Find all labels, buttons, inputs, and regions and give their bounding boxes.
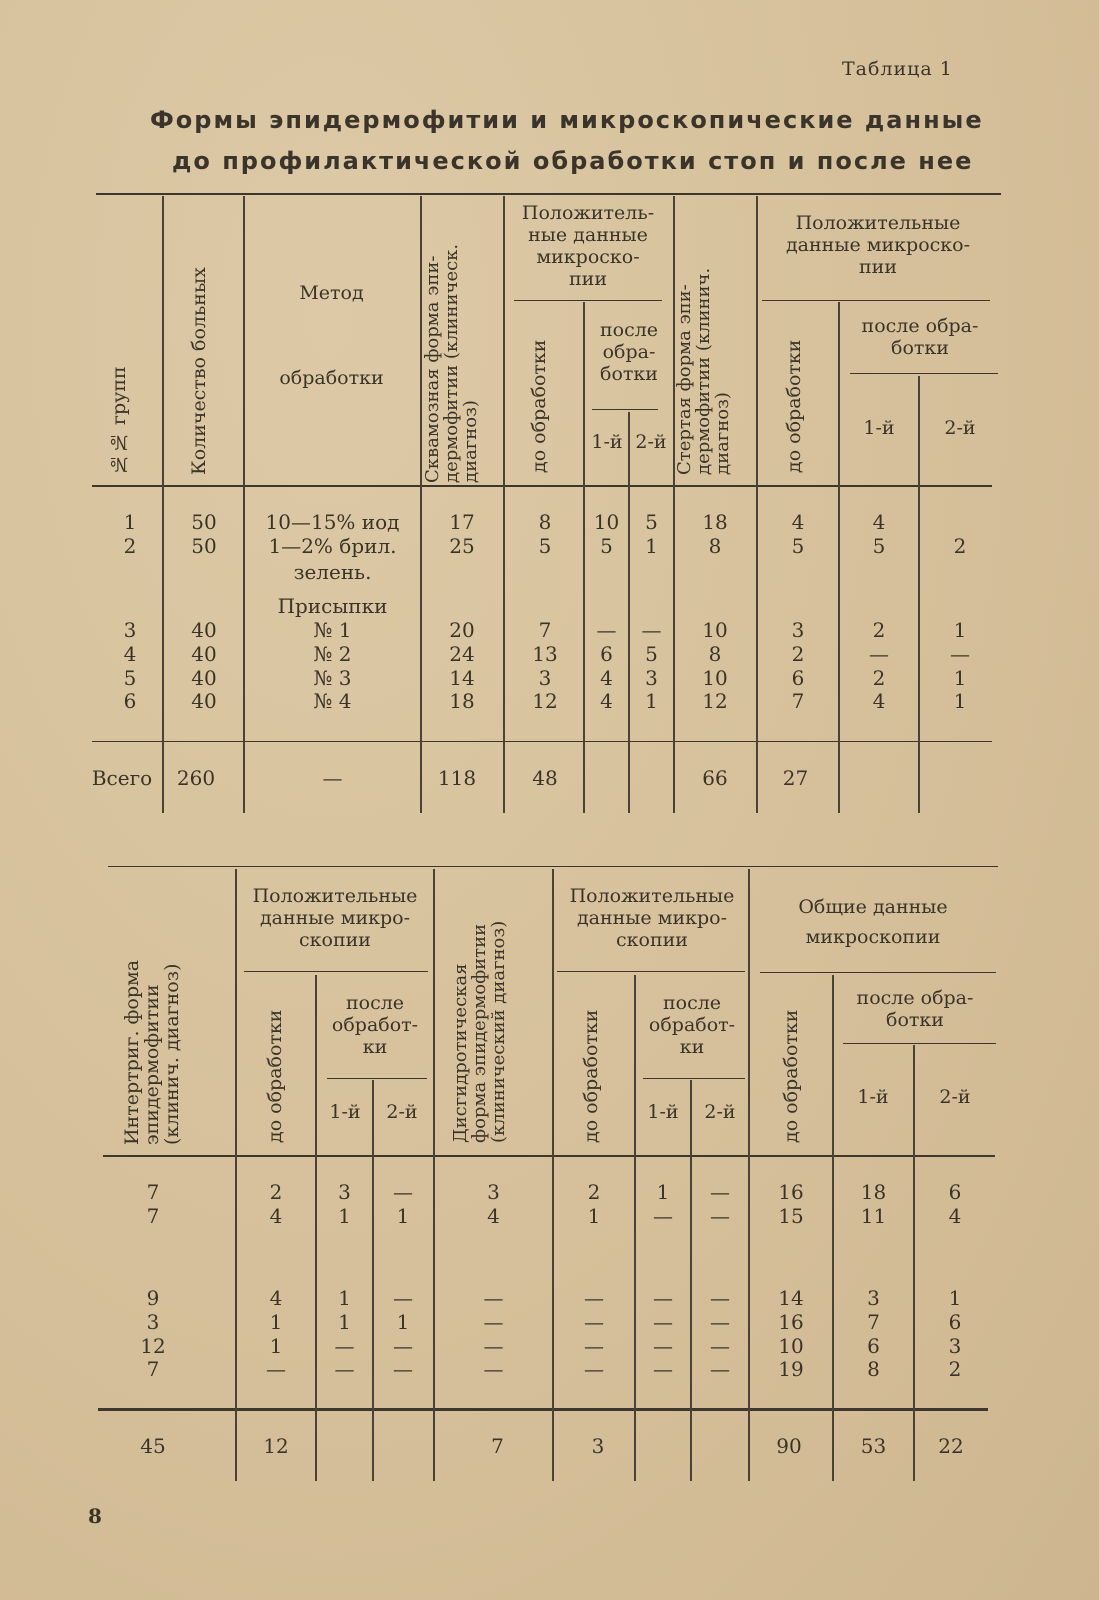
rule <box>832 975 834 1481</box>
rule <box>162 196 164 813</box>
cell-int-2nd: 1 <box>396 1310 410 1334</box>
cell-int-before: 4 <box>269 1286 283 1310</box>
cell-count: 40 <box>191 689 217 713</box>
header-after-treatment: после обра- ботки <box>599 319 659 385</box>
header-2nd-2: 2-й <box>944 417 976 439</box>
cell-method: 10—15% иод <box>265 510 400 534</box>
cell-pos-1st: 4 <box>600 666 613 690</box>
rule <box>92 485 992 487</box>
header-positive-microscopy-1: Положитель- ные данные микроско- пии <box>521 202 655 290</box>
cell-method: № 3 <box>313 666 352 690</box>
total-count: 260 <box>176 766 216 790</box>
cell-pos-before: 12 <box>532 689 558 713</box>
cell-int-1st: — <box>334 1357 355 1381</box>
table-title-line-1: Формы эпидермофитии и микроскопические данные <box>150 106 984 134</box>
header-squamous-form: Сквамозная форма эпи- дермофитии (клиническ. диагноз) <box>422 243 481 483</box>
cell-count: 50 <box>191 510 217 534</box>
cell-pos-before: 7 <box>538 618 552 642</box>
cell-gen-1st: 18 <box>860 1180 887 1204</box>
cell-dyshid: 3 <box>487 1180 500 1204</box>
rule <box>108 866 998 867</box>
cell-intertrig: 12 <box>140 1334 166 1358</box>
cell-dys-2nd: — <box>710 1286 730 1310</box>
cell-erased-2nd: 1 <box>953 618 967 642</box>
rule <box>748 869 750 1481</box>
rule <box>92 741 992 742</box>
cell-erased-1st: 2 <box>872 666 886 690</box>
cell-dys-1st: — <box>653 1310 673 1334</box>
header-after-treatment-4: после обработ- ки <box>648 992 736 1058</box>
cell-pos-1st: 10 <box>593 510 620 534</box>
cell-pos-1st: 6 <box>600 642 613 666</box>
cell-gen-1st: 6 <box>867 1334 880 1358</box>
cell-pos-before: 13 <box>532 642 558 666</box>
cell-gen-before: 10 <box>778 1334 804 1358</box>
cell-gen-1st: 11 <box>860 1204 887 1228</box>
header-positive-microscopy-4: Положительные данные микро- скопии <box>569 885 735 951</box>
cell-erased-1st: 4 <box>872 689 886 713</box>
header-2nd-4: 2-й <box>704 1101 736 1123</box>
rule <box>592 409 658 410</box>
header-dyshidrotic-form: Дисгидротическая форма эпидермофитии (клинический диагноз) <box>450 920 509 1143</box>
cell-pos-2nd: 1 <box>645 689 658 713</box>
cell-erased-1st: 2 <box>872 618 886 642</box>
header-intertriginous-form: Интертриг. форма эпидермофитии (клинич. диагноз) <box>121 959 183 1145</box>
cell-int-1st: — <box>334 1334 355 1358</box>
header-2nd-3: 2-й <box>386 1101 418 1123</box>
total-erased: 66 <box>702 766 728 790</box>
cell-erased: 10 <box>702 666 728 690</box>
cell-int-2nd: 1 <box>396 1204 410 1228</box>
rule <box>756 196 758 813</box>
cell-erased-before: 5 <box>791 534 805 558</box>
rule <box>762 300 990 301</box>
header-after-treatment-3: после обработ- ки <box>331 992 419 1058</box>
cell-erased-before: 7 <box>791 689 805 713</box>
cell-erased-2nd: 1 <box>953 666 967 690</box>
rule <box>98 1408 988 1411</box>
cell-gen-before: 15 <box>778 1204 804 1228</box>
cell-method: 1—2% брил. <box>268 534 397 558</box>
cell-dys-before: 1 <box>587 1204 601 1228</box>
cell-pos-1st: 4 <box>600 689 613 713</box>
cell-pos-1st: 5 <box>600 534 613 558</box>
cell-int-before: 4 <box>269 1204 283 1228</box>
rule <box>918 376 920 813</box>
header-method-2: обработки <box>279 367 384 389</box>
rule <box>760 972 996 973</box>
cell-group: 3 <box>123 618 137 642</box>
header-after-treatment-5: после обра- ботки <box>856 987 974 1031</box>
cell-count: 40 <box>191 666 217 690</box>
header-patient-count: Количество больных <box>188 267 210 475</box>
cell-count: 40 <box>191 642 217 666</box>
rule <box>244 971 428 972</box>
cell-gen-2nd: 6 <box>948 1180 962 1204</box>
header-1st: 1-й <box>591 431 623 453</box>
cell-dys-1st: — <box>653 1286 673 1310</box>
cell-method-continued: зелень. <box>293 560 372 584</box>
rule <box>552 869 554 1481</box>
cell-dys-2nd: — <box>710 1310 730 1334</box>
cell-int-before: 1 <box>269 1310 283 1334</box>
cell-group: 6 <box>123 689 137 713</box>
total-gen-before: 90 <box>776 1434 802 1458</box>
cell-erased-before: 3 <box>791 618 805 642</box>
cell-dys-before: — <box>584 1286 604 1310</box>
cell-intertrig: 3 <box>146 1310 160 1334</box>
cell-int-before: 2 <box>269 1180 283 1204</box>
header-positive-microscopy-3: Положительные данные микро- скопии <box>252 885 418 951</box>
cell-squamous: 14 <box>449 666 475 690</box>
page-number: 8 <box>88 1504 102 1528</box>
total-squamous: 118 <box>437 766 477 790</box>
total-pos-before: 48 <box>532 766 558 790</box>
cell-erased-before: 2 <box>791 642 805 666</box>
cell-dys-2nd: — <box>710 1357 730 1381</box>
cell-gen-1st: 3 <box>867 1286 880 1310</box>
cell-int-1st: 1 <box>338 1310 351 1334</box>
cell-dys-before: — <box>584 1310 604 1334</box>
cell-gen-1st: 7 <box>867 1310 880 1334</box>
header-before-treatment-2: до обработки <box>783 339 805 473</box>
cell-intertrig: 7 <box>146 1357 160 1381</box>
cell-erased-before: 6 <box>791 666 805 690</box>
cell-dyshid: — <box>483 1286 504 1310</box>
cell-erased: 18 <box>702 510 728 534</box>
total-label: Всего <box>91 766 153 790</box>
cell-dys-2nd: — <box>710 1180 730 1204</box>
cell-int-1st: 1 <box>338 1286 351 1310</box>
cell-gen-2nd: 6 <box>948 1310 962 1334</box>
total-int-before: 12 <box>263 1434 289 1458</box>
cell-dyshid: — <box>483 1310 504 1334</box>
header-1st-3: 1-й <box>329 1101 361 1123</box>
cell-dys-1st: — <box>653 1204 673 1228</box>
rule <box>96 193 1001 195</box>
rule <box>557 971 745 972</box>
cell-pos-2nd: 3 <box>645 666 658 690</box>
header-2nd: 2-й <box>635 431 667 453</box>
header-before-treatment-4: до обработки <box>580 1009 602 1143</box>
cell-group: 1 <box>123 510 137 534</box>
cell-erased-1st: 5 <box>872 534 886 558</box>
header-erased-form: Стертая форма эпи- дермофитии (клинич. диагноз) <box>674 267 733 475</box>
rule <box>690 1080 692 1481</box>
cell-method: № 2 <box>313 642 352 666</box>
cell-pos-before: 8 <box>538 510 552 534</box>
cell-intertrig: 7 <box>146 1180 160 1204</box>
cell-squamous: 25 <box>449 534 475 558</box>
header-method-1: Метод <box>299 282 364 304</box>
cell-dyshid: 4 <box>487 1204 500 1228</box>
cell-erased-2nd: 1 <box>953 689 967 713</box>
cell-dyshid: — <box>483 1357 504 1381</box>
cell-int-before: — <box>266 1357 286 1381</box>
total-method: — <box>322 766 343 790</box>
method-group-label: Присыпки <box>277 594 388 618</box>
cell-pos-2nd: 1 <box>645 534 658 558</box>
cell-method: № 4 <box>313 689 352 713</box>
cell-erased-2nd: — <box>950 642 970 666</box>
cell-erased: 10 <box>702 618 728 642</box>
cell-dys-1st: — <box>653 1357 673 1381</box>
cell-int-2nd: — <box>393 1357 413 1381</box>
cell-squamous: 20 <box>449 618 475 642</box>
cell-pos-before: 5 <box>538 534 552 558</box>
total-intertrig: 45 <box>140 1434 166 1458</box>
cell-erased: 8 <box>708 642 722 666</box>
cell-erased-before: 4 <box>791 510 805 534</box>
header-before-treatment-3: до обработки <box>264 1009 286 1143</box>
rule <box>235 869 237 1481</box>
cell-gen-1st: 8 <box>867 1357 880 1381</box>
cell-erased: 8 <box>708 534 722 558</box>
cell-dys-2nd: — <box>710 1204 730 1228</box>
cell-group: 5 <box>123 666 137 690</box>
total-gen-1st: 53 <box>860 1434 887 1458</box>
total-dys-before: 3 <box>591 1434 605 1458</box>
header-general-microscopy: Общие данные микроскопии <box>798 896 948 949</box>
cell-gen-2nd: 4 <box>948 1204 962 1228</box>
cell-dys-before: 2 <box>587 1180 601 1204</box>
cell-int-2nd: — <box>393 1180 413 1204</box>
header-before-treatment-5: до обработки <box>780 1009 802 1143</box>
cell-group: 2 <box>123 534 137 558</box>
header-after-treatment-2: после обра- ботки <box>861 315 979 359</box>
cell-int-1st: 3 <box>338 1180 351 1204</box>
rule <box>850 373 998 374</box>
table-title-line-2: до профилактической обработки стоп и после нее <box>172 147 974 175</box>
cell-pos-2nd: — <box>641 618 662 642</box>
cell-dyshid: — <box>483 1334 504 1358</box>
header-1st-5: 1-й <box>857 1086 889 1108</box>
header-group-number: №№ групп <box>108 366 130 475</box>
cell-erased: 12 <box>702 689 728 713</box>
table-label: Таблица 1 <box>842 58 953 80</box>
cell-count: 50 <box>191 534 217 558</box>
cell-gen-2nd: 3 <box>948 1334 962 1358</box>
cell-erased-1st: 4 <box>872 510 886 534</box>
rule <box>643 1078 745 1079</box>
cell-squamous: 17 <box>449 510 475 534</box>
cell-count: 40 <box>191 618 217 642</box>
header-before-treatment: до обработки <box>528 339 550 473</box>
header-2nd-5: 2-й <box>939 1086 971 1108</box>
rule <box>514 300 662 301</box>
rule <box>372 1080 374 1481</box>
cell-pos-2nd: 5 <box>645 510 658 534</box>
cell-gen-before: 14 <box>778 1286 804 1310</box>
cell-int-2nd: — <box>393 1286 413 1310</box>
rule <box>433 869 435 1481</box>
cell-pos-before: 3 <box>538 666 552 690</box>
cell-pos-2nd: 5 <box>645 642 658 666</box>
cell-erased-2nd: 2 <box>953 534 967 558</box>
rule <box>315 975 317 1481</box>
cell-gen-before: 19 <box>778 1357 804 1381</box>
header-1st-4: 1-й <box>647 1101 679 1123</box>
header-1st-2: 1-й <box>863 417 895 439</box>
cell-intertrig: 9 <box>146 1286 160 1310</box>
rule <box>628 412 630 813</box>
cell-squamous: 18 <box>449 689 475 713</box>
cell-method: № 1 <box>313 618 352 642</box>
cell-gen-before: 16 <box>778 1310 804 1334</box>
total-gen-2nd: 22 <box>938 1434 964 1458</box>
cell-dys-before: — <box>584 1357 604 1381</box>
cell-gen-2nd: 2 <box>948 1357 962 1381</box>
cell-dys-1st: — <box>653 1334 673 1358</box>
total-dyshid: 7 <box>491 1434 504 1458</box>
cell-int-before: 1 <box>269 1334 283 1358</box>
rule <box>913 1045 915 1481</box>
cell-dys-1st: 1 <box>656 1180 670 1204</box>
cell-pos-1st: — <box>596 618 617 642</box>
total-erased-before: 27 <box>782 766 809 790</box>
cell-squamous: 24 <box>449 642 475 666</box>
cell-dys-before: — <box>584 1334 604 1358</box>
cell-int-2nd: — <box>393 1334 413 1358</box>
cell-int-1st: 1 <box>338 1204 351 1228</box>
cell-gen-before: 16 <box>778 1180 804 1204</box>
rule <box>843 1043 996 1044</box>
header-positive-microscopy-2: Положительные данные микроско- пии <box>785 212 971 278</box>
cell-gen-2nd: 1 <box>948 1286 962 1310</box>
cell-erased-1st: — <box>869 642 889 666</box>
cell-dys-2nd: — <box>710 1334 730 1358</box>
cell-group: 4 <box>123 642 137 666</box>
rule <box>327 1078 427 1079</box>
cell-intertrig: 7 <box>146 1204 160 1228</box>
